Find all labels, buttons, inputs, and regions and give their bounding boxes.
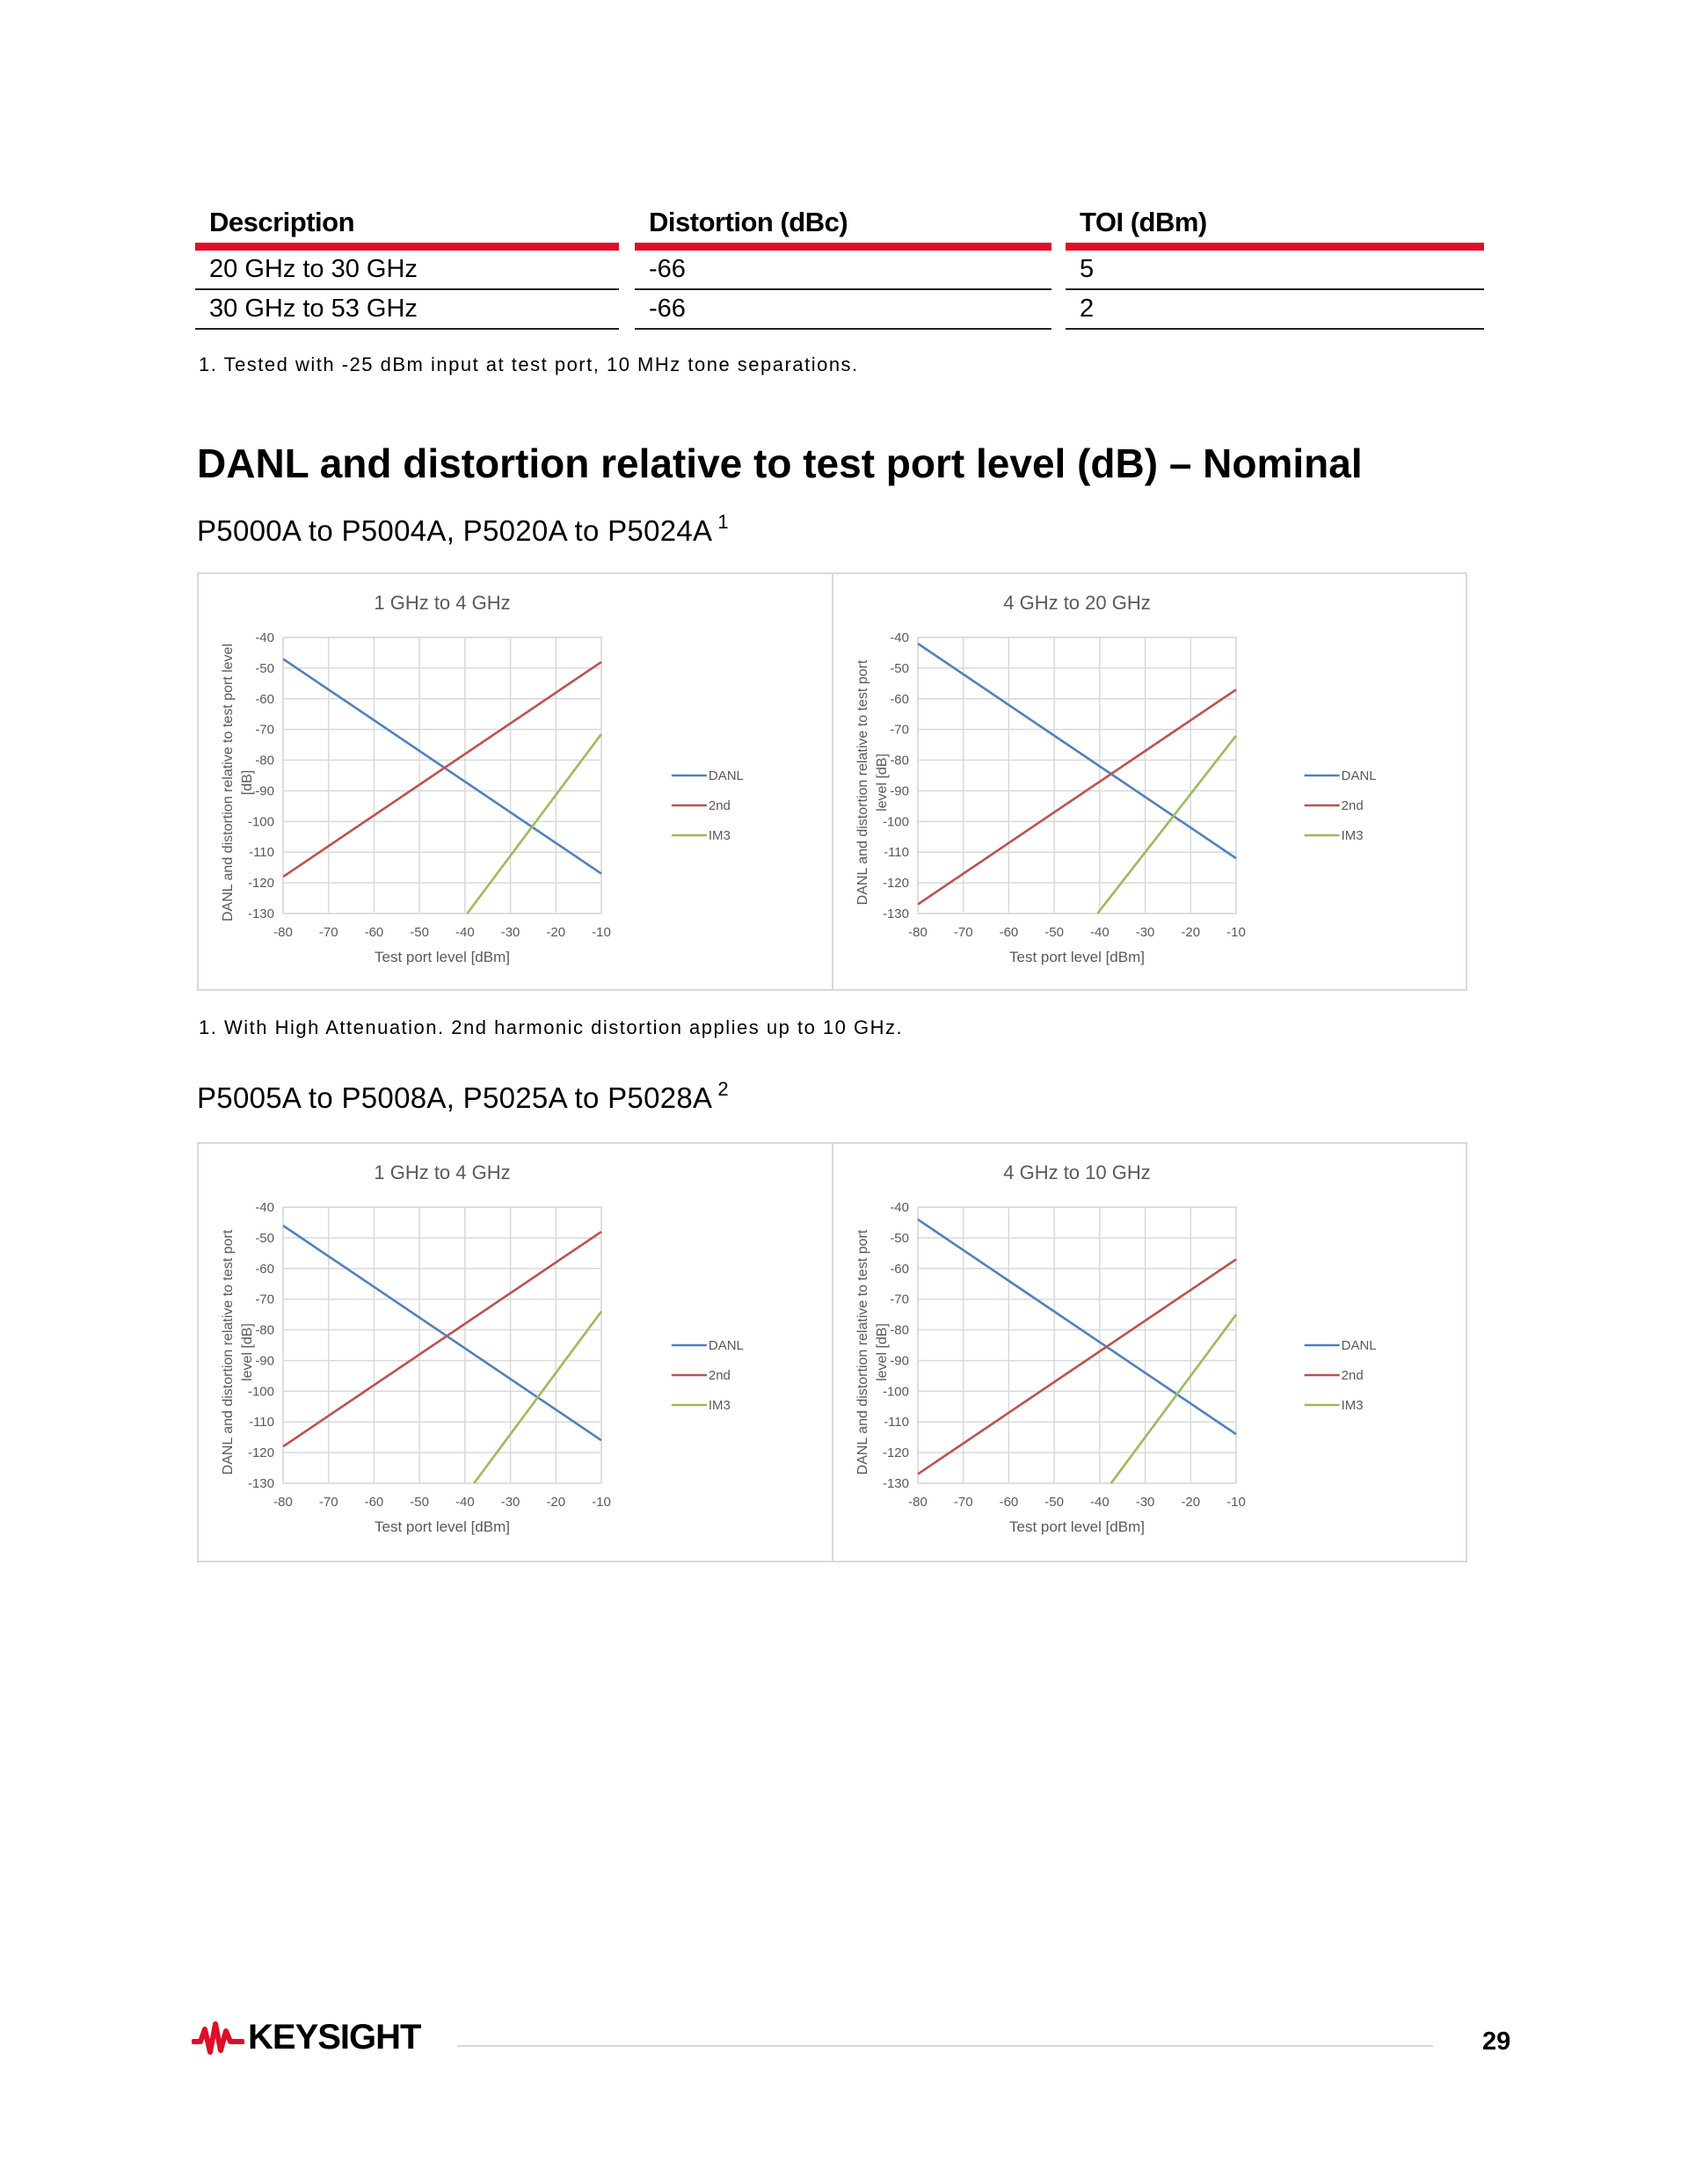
cell-description: 30 GHz to 53 GHz [209,295,418,323]
y-tick-label: -80 [255,753,274,768]
legend-label: 2nd [708,798,731,813]
y-tick-label: -100 [247,1384,274,1400]
legend-label: IM3 [708,1398,731,1413]
group1-footnote-ref: 1 [717,511,729,533]
cell-toi: 5 [1080,255,1095,283]
y-tick-label: -60 [255,1261,274,1277]
y-tick-label: -90 [255,1353,274,1369]
y-axis-label: [dB] [240,769,255,796]
y-tick-label: -110 [249,845,274,861]
legend-label: 2nd [1341,1368,1364,1383]
x-tick-label: -30 [1135,1495,1155,1510]
legend-label: IM3 [1341,1398,1364,1413]
x-tick-label: -80 [273,1495,293,1510]
group1-footnote: 1. With High Attenuation. 2nd harmonic distortion applies up to 10 GHz. [199,1016,904,1038]
row-rule [195,328,619,330]
series-line-danl [283,1226,601,1440]
y-tick-label: -130 [882,1476,909,1491]
chart-1ghz-4ghz-group2 [199,1144,833,1561]
series-line-im3 [467,734,601,914]
series-line-2nd [283,662,601,877]
series-line-2nd [283,1232,601,1446]
header-accent-bar [195,243,619,251]
series-line-im3 [1097,736,1236,914]
page-number: 29 [1482,2027,1511,2056]
legend-label: DANL [1341,1338,1377,1353]
x-tick-label: -70 [953,1495,973,1510]
section-title: DANL and distortion relative to test port level (dB) – Nominal [197,440,1363,486]
group2-footnote-ref: 2 [717,1078,729,1100]
y-tick-label: -100 [882,1384,909,1400]
header-distortion: Distortion (dBc) [649,207,848,237]
y-tick-label: -120 [882,876,909,892]
x-tick-label: -30 [500,925,520,940]
plot-area [283,637,601,914]
table-footnote: 1. Tested with -25 dBm input at test port, 10 MHz tone separations. [199,353,859,375]
x-tick-label: -60 [999,1495,1019,1510]
y-axis-label: DANL and distortion relative to test port [855,659,870,906]
x-tick-label: -60 [364,925,384,940]
cell-distortion: -66 [649,295,686,323]
series-line-danl [918,644,1236,858]
legend-label: 2nd [1341,798,1364,813]
row-rule [635,328,1051,330]
x-tick-label: -10 [592,925,611,940]
y-axis-label: level [dB] [875,1323,890,1381]
chart-panel-1 [197,572,835,991]
table-row [195,251,1484,290]
x-tick-label: -70 [953,925,973,940]
legend-label: IM3 [708,828,731,843]
table-cell [1066,290,1484,330]
y-tick-label: -50 [890,1230,909,1246]
header-accent-bar [1066,243,1484,251]
y-tick-label: -50 [890,660,909,676]
chart-panel-3 [197,1142,835,1562]
table-header-cell [635,198,1051,251]
y-axis-label: DANL and distortion relative to test port [221,1229,236,1475]
x-tick-label: -30 [500,1495,520,1510]
group1-title-text: P5000A to P5004A, P5020A to P5024A [197,514,713,547]
table-header-cell [1066,198,1484,251]
series-line-danl [918,1219,1236,1434]
y-tick-label: -130 [247,1476,274,1491]
y-tick-label: -40 [890,630,909,645]
legend-label: IM3 [1341,828,1364,843]
legend-label: DANL [1341,768,1377,783]
y-axis-label: DANL and distortion relative to test port [855,1229,870,1475]
x-tick-label: -10 [592,1495,611,1510]
header-toi: TOI (dBm) [1080,207,1207,237]
y-tick-label: -120 [882,1445,909,1461]
table-header-row [195,198,1484,251]
series-line-danl [283,659,601,873]
y-axis-label: DANL and distortion relative to test port level [221,643,236,922]
y-tick-label: -40 [255,1200,274,1215]
x-tick-label: -70 [318,925,338,940]
table-header-cell [195,198,619,251]
table-cell [195,290,619,330]
y-tick-label: -70 [255,1292,274,1307]
chart-title: 1 GHz to 4 GHz [374,592,511,614]
x-tick-label: -20 [1181,925,1201,940]
x-tick-label: -50 [410,925,429,940]
cell-description: 20 GHz to 30 GHz [209,255,418,283]
x-tick-label: -80 [273,925,293,940]
header-description: Description [209,207,355,237]
y-tick-label: -60 [890,1261,909,1277]
legend-label: DANL [708,768,744,783]
x-tick-label: -60 [999,925,1019,940]
y-tick-label: -60 [890,691,909,707]
cell-distortion: -66 [649,255,686,283]
chart-panel-4 [832,1142,1467,1562]
table-row [195,290,1484,330]
chart-title: 4 GHz to 20 GHz [1003,592,1151,614]
plot-area [283,1207,601,1483]
chart-1ghz-4ghz-group1 [199,574,833,989]
y-tick-label: -110 [884,1415,909,1431]
keysight-logo [192,2018,420,2057]
x-tick-label: -50 [1044,1495,1064,1510]
group2-title [197,1078,729,1115]
y-tick-label: -120 [247,876,274,892]
group2-title-text: P5005A to P5008A, P5025A to P5028A [197,1081,713,1114]
y-tick-label: -100 [882,814,909,830]
y-tick-label: -70 [890,1292,909,1307]
table-cell [1066,251,1484,290]
x-tick-label: -80 [908,925,928,940]
x-tick-label: -10 [1226,925,1246,940]
spec-table [195,198,1484,330]
legend-label: DANL [708,1338,744,1353]
x-axis-label: Test port level [dBm] [374,1518,511,1535]
y-tick-label: -50 [255,1230,274,1246]
x-tick-label: -40 [1090,1495,1110,1510]
row-rule [1066,328,1484,330]
y-tick-label: -50 [255,660,274,676]
chart-4ghz-10ghz-group2 [833,1144,1466,1561]
y-axis-label: level [dB] [875,753,890,812]
x-tick-label: -40 [455,1495,475,1510]
x-tick-label: -20 [546,925,566,940]
keysight-wave-icon [192,2019,244,2057]
table-cell [635,290,1051,330]
y-tick-label: -80 [890,1322,909,1338]
y-axis-label: level [dB] [240,1323,255,1381]
x-tick-label: -30 [1135,925,1155,940]
table-cell [195,251,619,290]
y-tick-label: -90 [255,783,274,799]
footer-rule [457,2045,1433,2047]
x-tick-label: -60 [364,1495,384,1510]
x-tick-label: -50 [1044,925,1064,940]
x-axis-label: Test port level [dBm] [1008,949,1146,965]
x-tick-label: -80 [908,1495,928,1510]
x-tick-label: -20 [546,1495,566,1510]
x-tick-label: -40 [455,925,475,940]
x-axis-label: Test port level [dBm] [1008,1518,1146,1535]
y-tick-label: -70 [890,722,909,738]
x-tick-label: -20 [1181,1495,1201,1510]
header-accent-bar [635,243,1051,251]
cell-toi: 2 [1080,295,1095,323]
y-tick-label: -120 [247,1445,274,1461]
y-tick-label: -100 [247,814,274,830]
chart-panel-2 [832,572,1467,991]
y-tick-label: -70 [255,722,274,738]
chart-title: 1 GHz to 4 GHz [374,1161,511,1183]
table-cell [635,251,1051,290]
y-tick-label: -80 [890,753,909,768]
x-axis-label: Test port level [dBm] [374,949,511,965]
y-tick-label: -130 [882,906,909,921]
chart-title: 4 GHz to 10 GHz [1003,1161,1151,1183]
series-line-2nd [918,1259,1236,1474]
x-tick-label: -40 [1090,925,1110,940]
x-tick-label: -50 [410,1495,429,1510]
x-tick-label: -70 [318,1495,338,1510]
y-tick-label: -90 [890,1353,909,1369]
y-tick-label: -110 [884,845,909,861]
x-tick-label: -10 [1226,1495,1246,1510]
logo-wordmark: KEYSIGHT [248,2018,421,2057]
y-tick-label: -80 [255,1322,274,1338]
chart-4ghz-20ghz-group1 [833,574,1466,989]
y-tick-label: -60 [255,691,274,707]
y-tick-label: -40 [255,630,274,645]
y-tick-label: -90 [890,783,909,799]
y-tick-label: -130 [247,906,274,921]
y-tick-label: -110 [249,1415,274,1431]
series-line-im3 [1111,1314,1236,1483]
y-tick-label: -40 [890,1200,909,1215]
group1-title [197,511,729,548]
series-line-im3 [474,1312,601,1483]
legend-label: 2nd [708,1368,731,1383]
